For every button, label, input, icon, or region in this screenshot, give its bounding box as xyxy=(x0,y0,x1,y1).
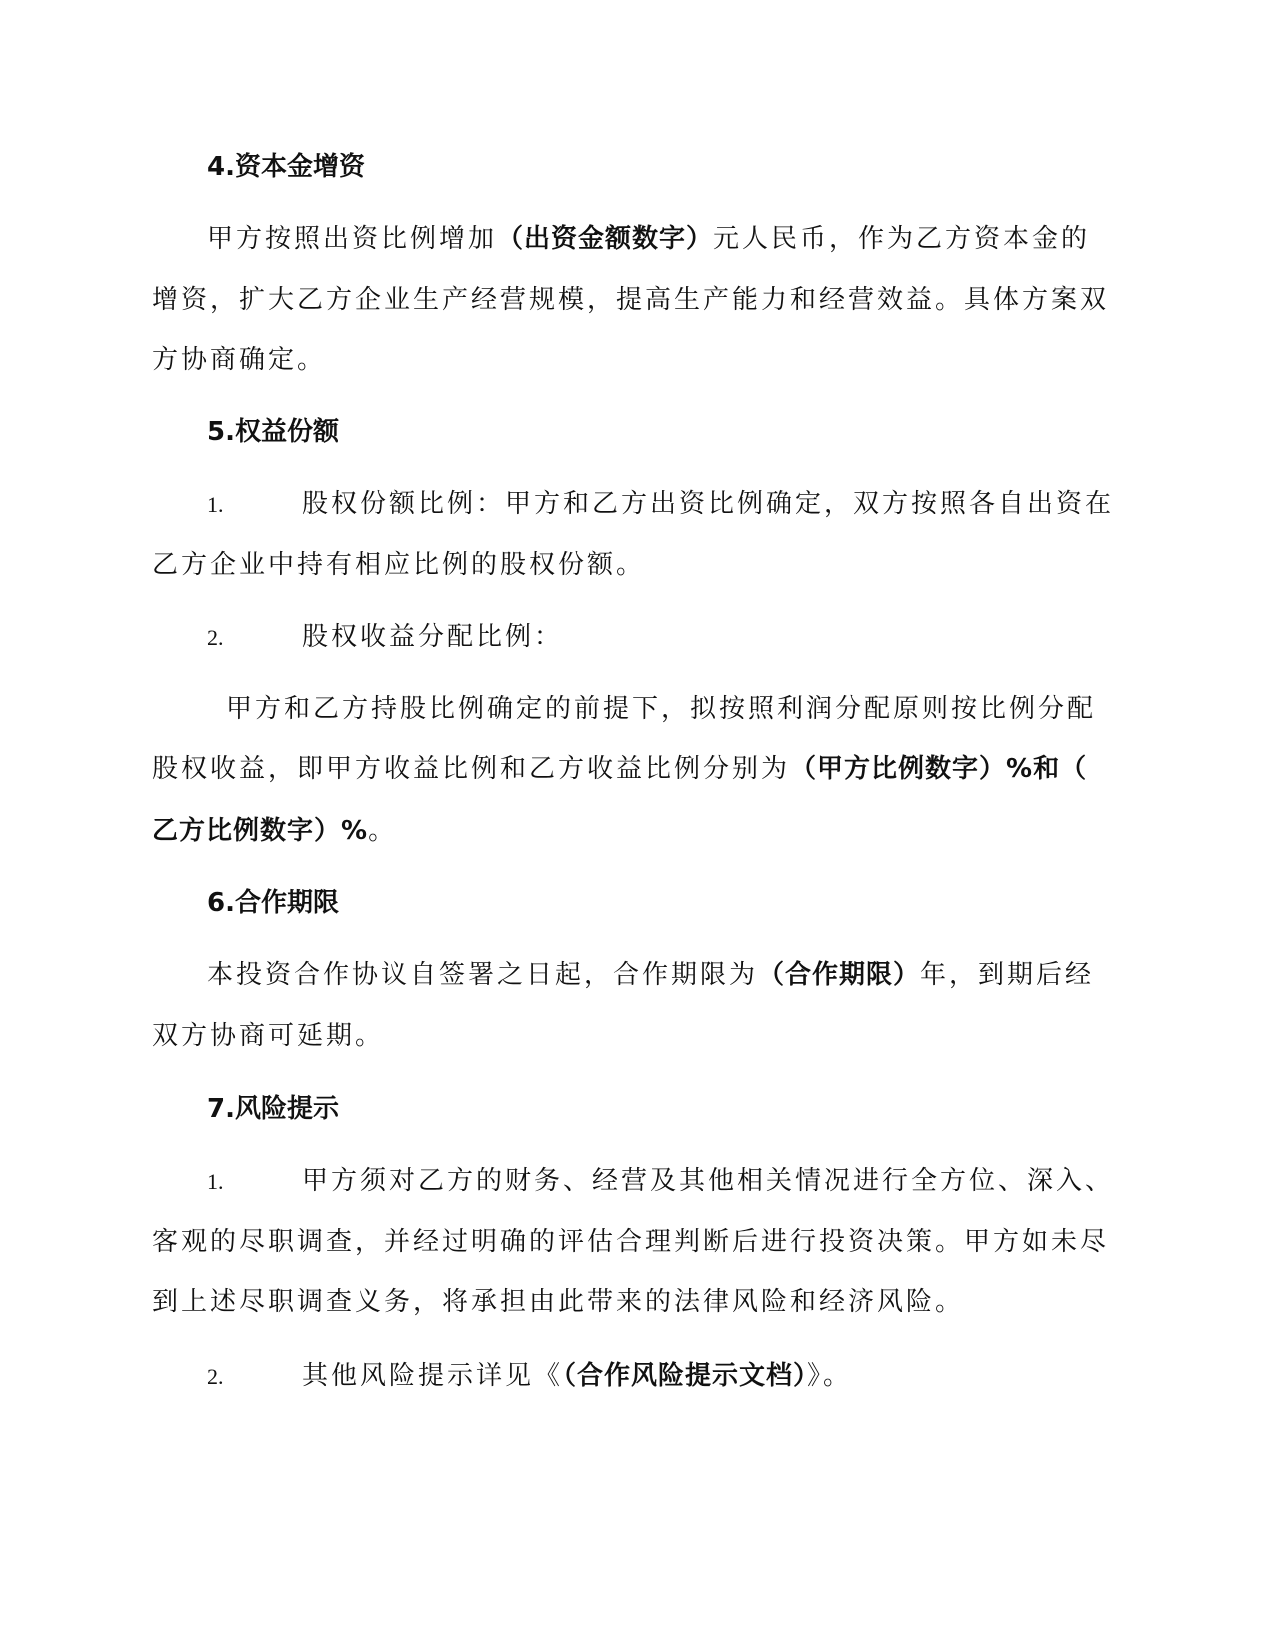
section-7-item-2-end: 》。 xyxy=(807,1361,853,1391)
section-5-item-1-line-2: 乙方企业中持有相应比例的股权份额。 xyxy=(152,550,646,580)
section-4-heading: 4.资本金增资 xyxy=(207,152,365,182)
section-7-item-2-number: 2. xyxy=(207,1364,224,1389)
term-placeholder: （合作期限） xyxy=(758,960,921,990)
section-4-line-3: 方协商确定。 xyxy=(152,345,327,375)
section-6-text-cont: 年，到期后经 xyxy=(920,960,1095,990)
capital-amount-placeholder: （出资金额数字） xyxy=(497,224,714,254)
section-7-item-1-line-1: 甲方须对乙方的财务、经营及其他相关情况进行全方位、深入、 xyxy=(302,1166,1115,1196)
section-5-para-line-2 xyxy=(152,752,1112,786)
ratio-placeholder-a: （甲方比例数字）%和（ xyxy=(790,754,1088,784)
ratio-placeholder-b: 乙方比例数字）% xyxy=(152,816,369,846)
section-6-text: 本投资合作协议自签署之日起，合作期限为 xyxy=(207,960,759,990)
section-7-item-1-number: 1. xyxy=(207,1169,224,1194)
section-5-item-1-line-1: 股权份额比例：甲方和乙方出资比例确定，双方按照各自出资在 xyxy=(302,489,1115,519)
risk-document-placeholder: （合作风险提示文档） xyxy=(563,1361,808,1391)
section-5-para-text: 股权收益，即甲方收益比例和乙方收益比例分别为 xyxy=(152,754,791,784)
section-7-item-1-line-2: 客观的尽职调查，并经过明确的评估合理判断后进行投资决策。甲方如未尽 xyxy=(152,1227,1110,1257)
section-5-para-line-3 xyxy=(152,814,1112,848)
section-6-heading: 6.合作期限 xyxy=(207,888,339,918)
section-5-para-line-1: 甲方和乙方持股比例确定的前提下，拟按照利润分配原则按比例分配 xyxy=(226,694,1097,724)
section-5-heading: 5.权益份额 xyxy=(207,417,339,447)
section-5-para-end: 。 xyxy=(368,816,398,846)
section-5-item-1-number: 1. xyxy=(207,492,224,517)
section-5-item-2-number: 2. xyxy=(207,625,224,650)
section-7-item-2-text: 其他风险提示详见《 xyxy=(302,1361,564,1391)
section-6-line-2: 双方协商可延期。 xyxy=(152,1021,385,1051)
section-7-heading: 7.风险提示 xyxy=(207,1094,339,1124)
section-6-line-1 xyxy=(207,958,1112,992)
section-4-line-1 xyxy=(207,222,1112,256)
section-7-item-1-line-3: 到上述尽职调查义务，将承担由此带来的法律风险和经济风险。 xyxy=(152,1287,965,1317)
section-4-text-cont: 元人民币，作为乙方资本金的 xyxy=(713,224,1091,254)
section-4-line-2: 增资，扩大乙方企业生产经营规模，提高生产能力和经营效益。具体方案双 xyxy=(152,285,1110,315)
section-4-text: 甲方按照出资比例增加 xyxy=(207,224,498,254)
section-5-item-2-line-1: 股权收益分配比例： xyxy=(302,622,564,652)
section-7-item-2-line-1 xyxy=(302,1359,1112,1393)
